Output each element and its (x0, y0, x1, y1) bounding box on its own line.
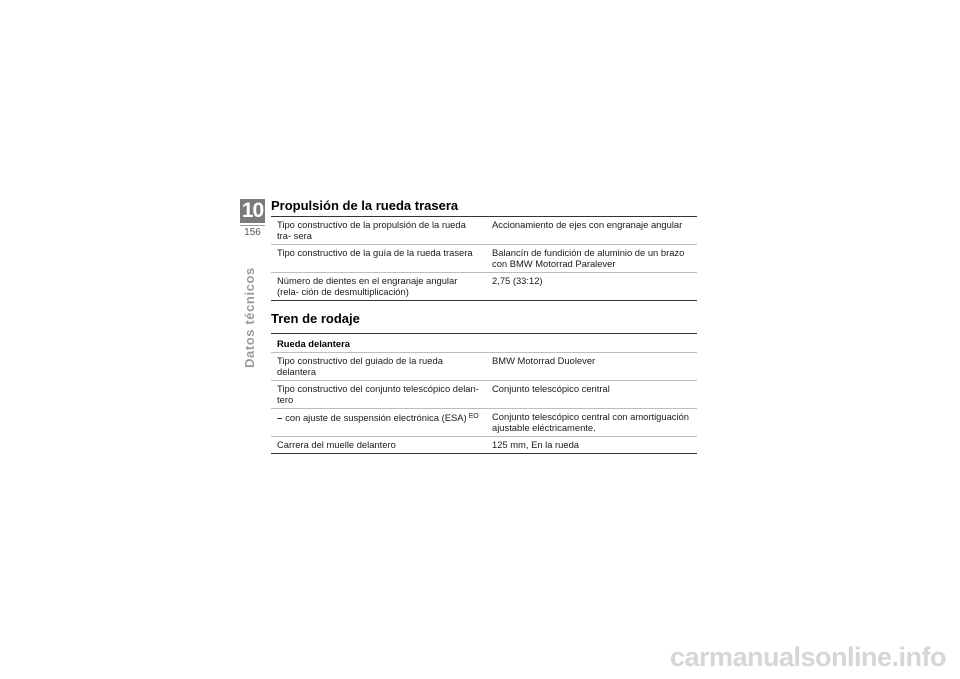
row-value: Conjunto telescópico central con amortiguación ajustable eléctricamente. (486, 409, 697, 437)
row-value: Accionamiento de ejes con engranaje angular (492, 219, 683, 230)
table-row (271, 381, 697, 409)
dash-bullet: – (277, 412, 283, 423)
row-value: Balancín de fundición de aluminio de un brazo con BMW Motorrad Paralever (486, 245, 697, 273)
rear-drive-table (271, 216, 697, 301)
section-title-chassis: Tren de rodaje (271, 311, 360, 326)
table-row (271, 437, 697, 454)
page-number: 156 (240, 225, 265, 238)
row-value: 125 mm, En la rueda (486, 437, 697, 454)
table-subheading-row (271, 334, 697, 353)
row-value: BMW Motorrad Duolever (486, 353, 697, 381)
section-title-rear-drive: Propulsión de la rueda trasera (271, 198, 459, 213)
row-label: Tipo constructivo del guiado de la rueda delantera (271, 353, 486, 381)
chassis-table (271, 333, 697, 454)
page-content (271, 198, 697, 454)
table-row (271, 273, 697, 301)
table-row (271, 409, 697, 437)
row-label: Tipo constructivo de la guía de la rueda trasera (271, 245, 486, 273)
chapter-side-title: Datos técnicos (242, 267, 257, 368)
table-row (271, 245, 697, 273)
table-row (271, 353, 697, 381)
row-value: 2,75 (33:12) (486, 273, 697, 301)
row-label: Tipo constructivo del conjunto telescópico delan- tero (271, 381, 486, 409)
subheading-front-wheel: Rueda delantera (277, 338, 350, 349)
row-label: Tipo constructivo de la propulsión de la rueda tra- sera (277, 219, 466, 241)
row-label: Carrera del muelle delantero (271, 437, 486, 454)
table-row (271, 217, 697, 245)
row-value: Conjunto telescópico central (486, 381, 697, 409)
row-label-esa (271, 409, 486, 437)
row-label-text: con ajuste de suspensión electrónica (ESA) (285, 412, 467, 423)
chapter-number: 10 (241, 199, 264, 222)
row-label: Número de dientes en el engranaje angular (rela- ción de desmultiplicación) (271, 273, 486, 301)
watermark-text: carmanualsonline.info (669, 642, 946, 672)
optional-equipment-mark: EO (468, 413, 479, 420)
